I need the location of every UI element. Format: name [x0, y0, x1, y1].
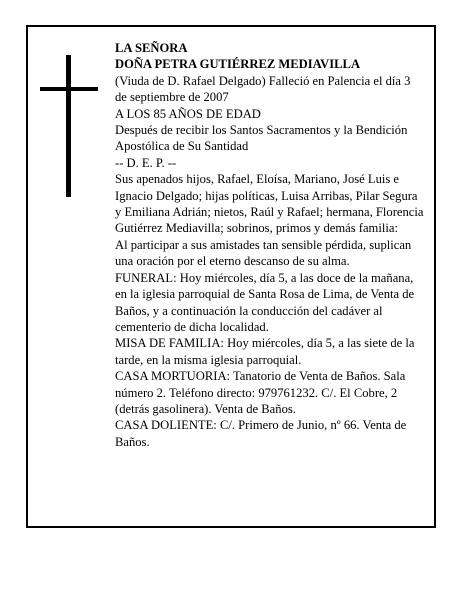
family-paragraph: Sus apenados hijos, Rafael, Eloísa, Mariano, José Luis e Ignacio Delgado; hijas políticas, Luisa Arribas, Pilar Segura y Emiliana Adrián; nietos, Raúl y Rafael; hermana, Florencia Gutiérrez Mediavilla; sobrinos, primos y demás familia: [115, 172, 424, 236]
notice-text [115, 40, 425, 450]
sacraments-line: Después de recibir los Santos Sacramentos y la Bendición Apostólica de Su Santidad [115, 123, 408, 154]
notice-title: LA SEÑORA [115, 41, 188, 55]
age-line: A LOS 85 AÑOS DE EDAD [115, 106, 261, 121]
dep-line: -- D. E. P. -- [115, 155, 177, 170]
obituary-notice [26, 25, 436, 528]
death-info: (Viuda de D. Rafael Delgado) Falleció en Palencia el día 3 de septiembre de 2007 [115, 73, 411, 105]
mass-paragraph: MISA DE FAMILIA: Hoy miércoles, día 5, a las siete de la tarde, en la misma iglesia parroquial. [115, 336, 415, 367]
deceased-name: DOÑA PETRA GUTIÉRREZ MEDIAVILLA [115, 57, 361, 72]
mortuary-paragraph: CASA MORTUORIA: Tanatorio de Venta de Baños. Sala número 2. Teléfono directo: 979761232. C/. El Cobre, 2 (detrás gasolinera). Venta de Baños. [115, 369, 406, 416]
funeral-paragraph: FUNERAL: Hoy miércoles, día 5, a las doce de la mañana, en la iglesia parroquial de Santa Rosa de Lima, de Venta de Baños, y a continuación la conducción del cadáver al cementerio de dicha localidad. [115, 270, 415, 334]
home-paragraph: CASA DOLIENTE: C/. Primero de Junio, nº 66. Venta de Baños. [115, 418, 407, 449]
cross-horizontal-bar [40, 87, 98, 91]
cross-icon [40, 55, 98, 197]
request-paragraph: Al participar a sus amistades tan sensible pérdida, suplican una oración por el eterno descanso de su alma. [115, 237, 412, 269]
cross-vertical-bar [66, 55, 71, 197]
